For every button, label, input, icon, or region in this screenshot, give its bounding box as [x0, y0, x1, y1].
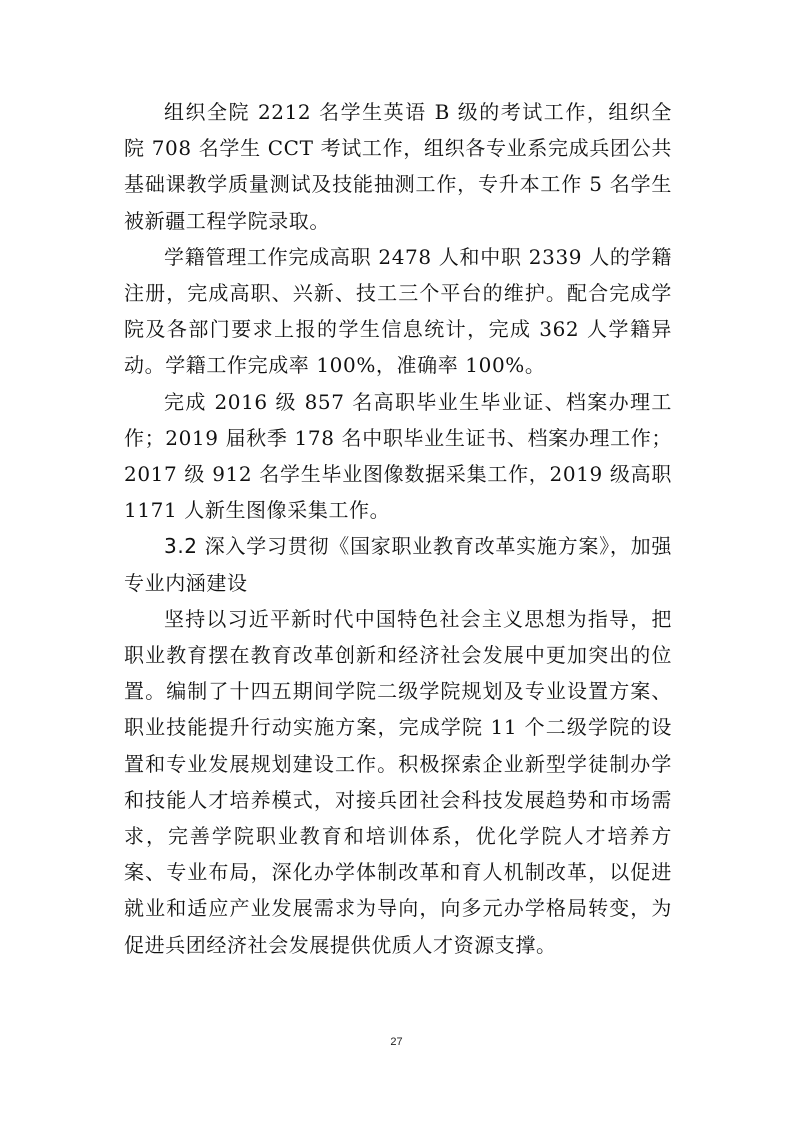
paragraph-vocational-education: 坚持以习近平新时代中国特色社会主义思想为指导，把职业教育摆在教育改革创新和经济社会发展中更加突出的位置。编制了十四五期间学院二级学院规划及专业设置方案、职业技能提升行动实施方案，完成学院 11 个二级学院的设置和专业发展规划建设工作。积极探索企业新型学徒制办学和技能人才培养模式，对接兵团社会科技发展趋势和市场需求，完善学院职业教育和培训体系，优化学院人才培养方案、专业布局，深化办学体制改革和育人机制改革，以促进就业和适应产业发展需求为导向，向多元办学格局转变，为促进兵团经济社会发展提供优质人才资源支撑。	[124, 606, 672, 957]
paragraph-graduation-records: 完成 2016 级 857 名高职毕业生毕业证、档案办理工作；2019 届秋季 178 名中职毕业生证书、档案办理工作；2017 级 912 名学生毕业图像数据采集工作，2019 级高职 1171 人新生图像采集工作。	[124, 389, 672, 523]
paragraph-exam-work: 组织全院 2212 名学生英语 B 级的考试工作，组织全院 708 名学生 CCT 考试工作，组织各专业系完成兵团公共基础课教学质量测试及技能抽测工作，专升本工作 5 名学生被新疆工程学院录取。	[124, 100, 672, 233]
section-heading-3-2: 3.2 深入学习贯彻《国家职业教育改革实施方案》，加强专业内涵建设	[124, 534, 672, 595]
paragraph-student-registry: 学籍管理工作完成高职 2478 人和中职 2339 人的学籍注册，完成高职、兴新、技工三个平台的维护。配合完成学院及各部门要求上报的学生信息统计，完成 362 人学籍异动。学籍工作完成率 100%，准确率 100%。	[124, 244, 672, 378]
page-content	[124, 94, 672, 963]
page-number: 27	[390, 1036, 403, 1048]
